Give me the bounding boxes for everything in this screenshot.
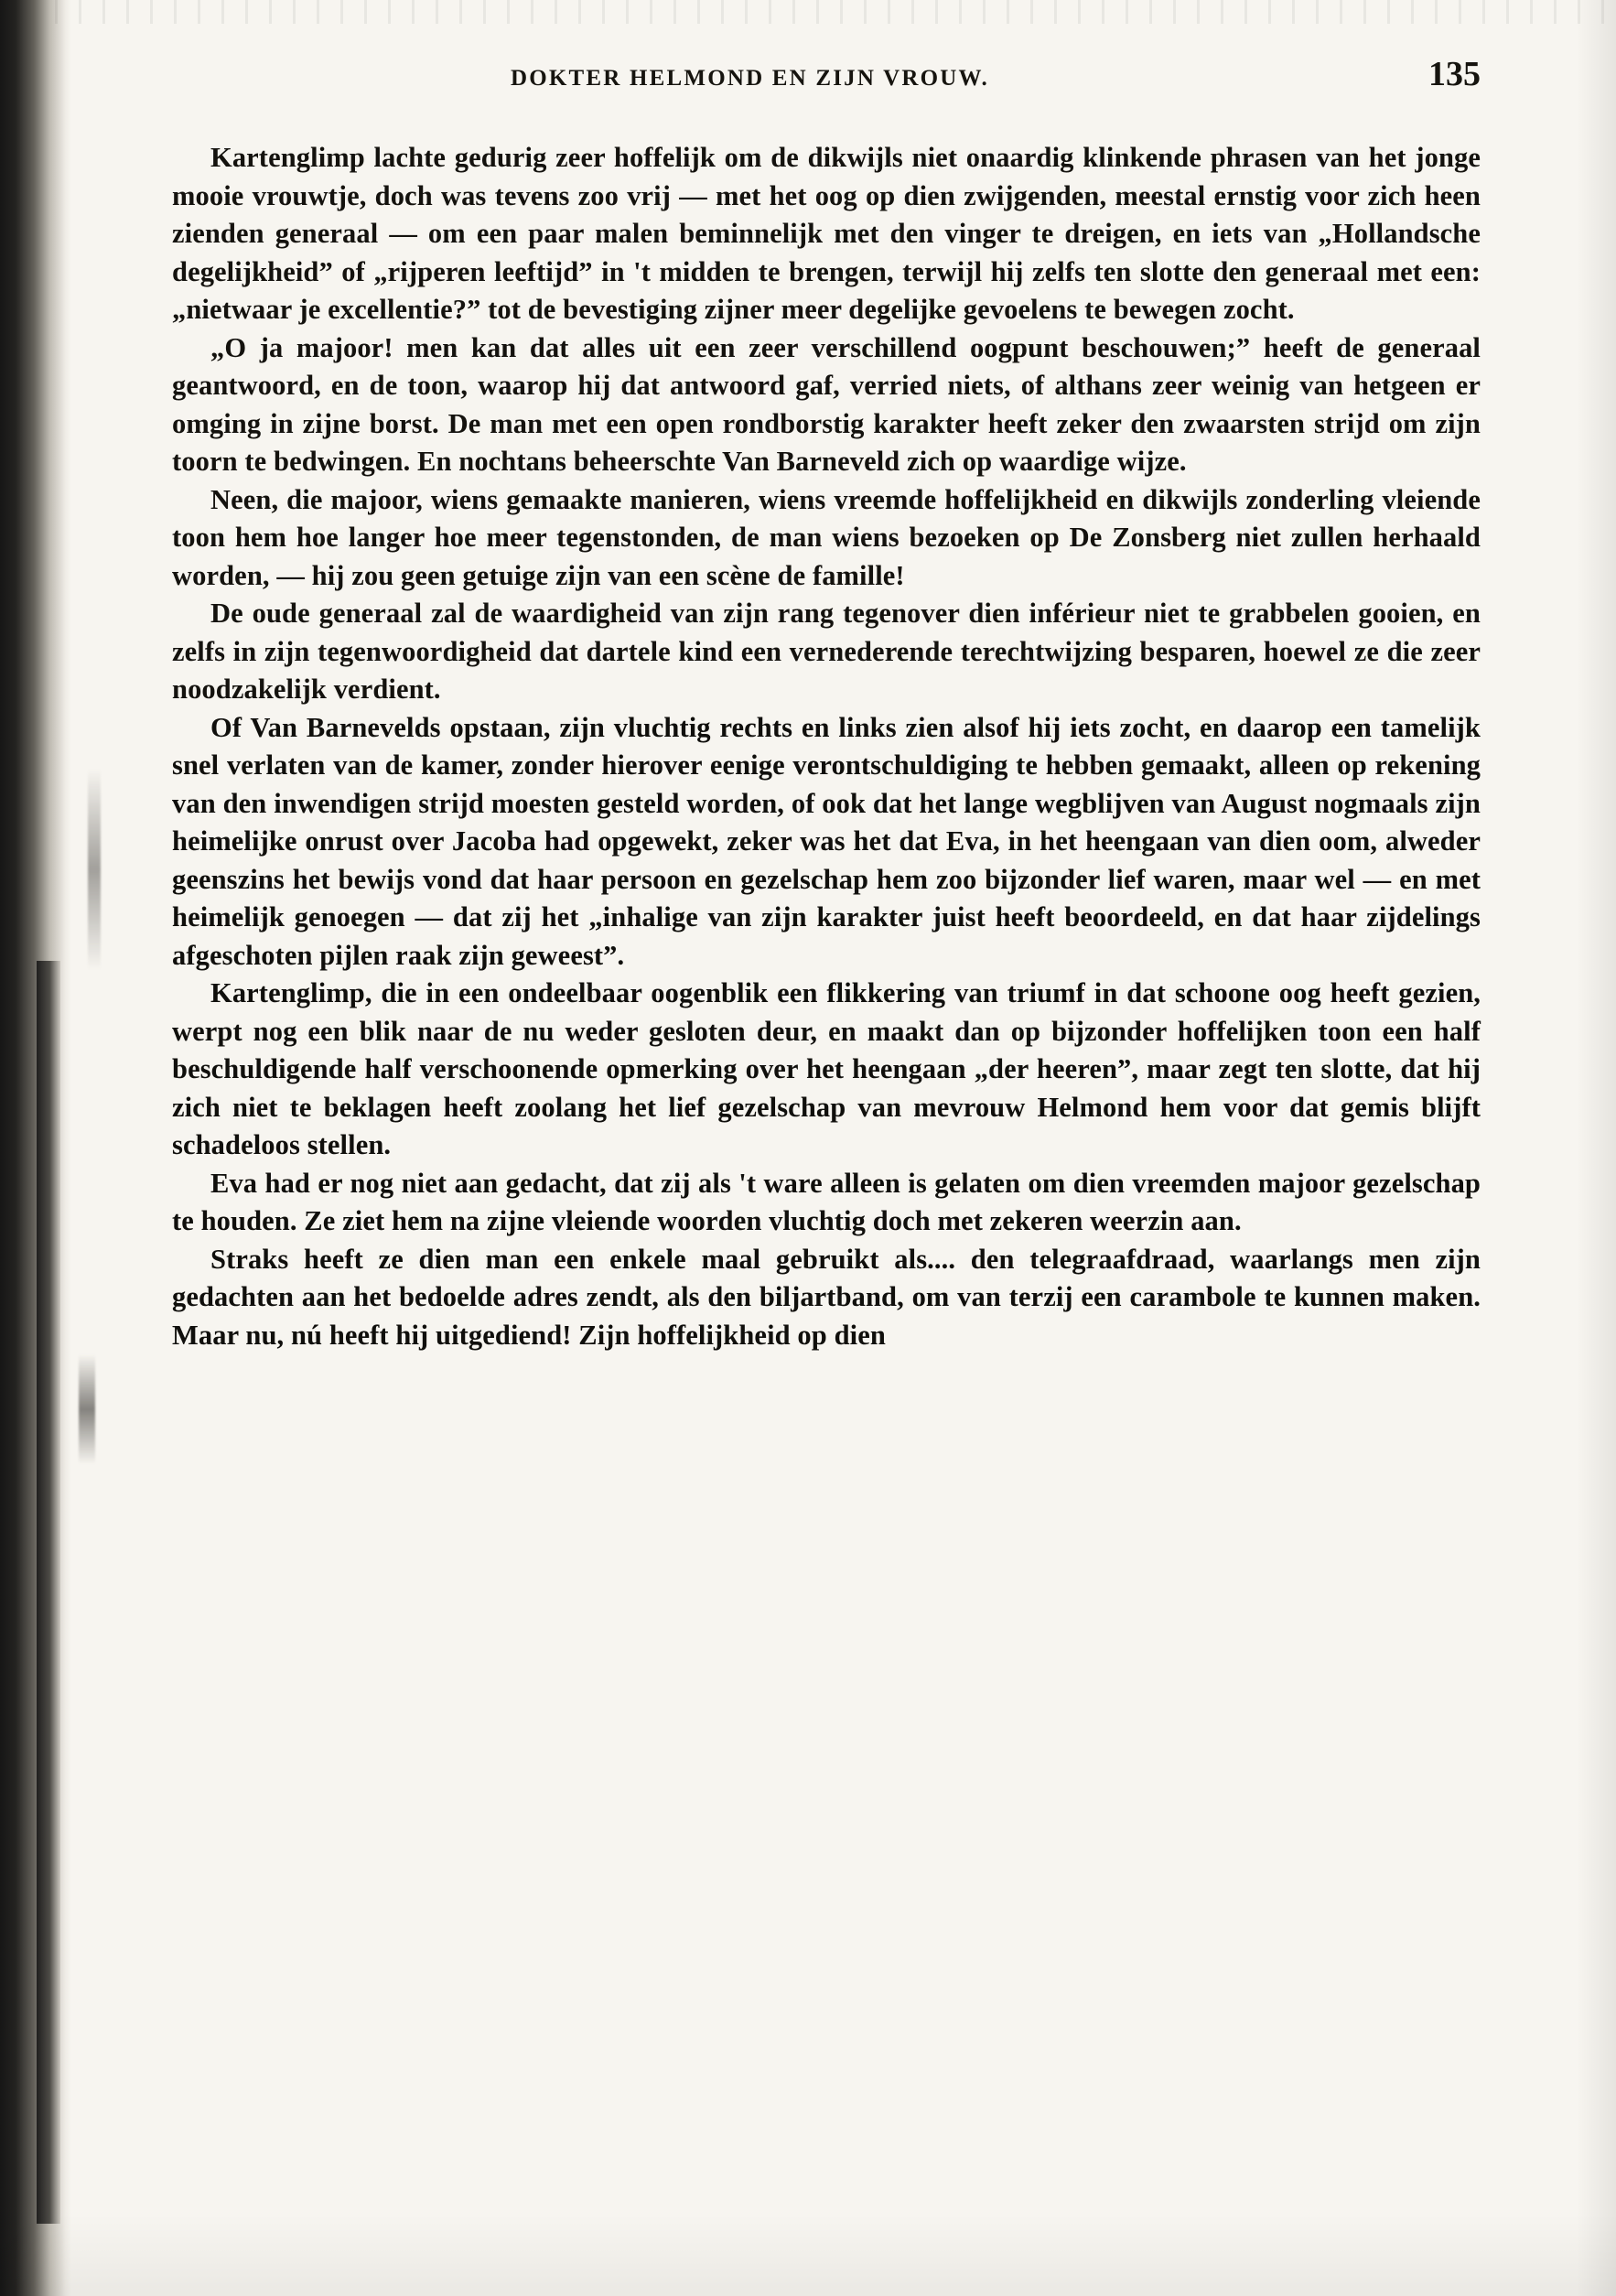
paragraph: De oude generaal zal de waardigheid van zijn rang tegenover dien inférieur niet te grabbelen gooien, en zelfs in zijn tegenwoordigheid dat dartele kind een vernederende terechtwijzing besparen, hoewel ze die zeer noodzakelijk verdient. xyxy=(172,598,1481,705)
scan-artifact-bottom xyxy=(0,2214,1616,2296)
paragraph: Kartenglimp lachte gedurig zeer hoffelijk om de dikwijls niet onaardig klinkende phrasen van het jonge mooie vrouwtje, doch was tevens zoo vrij — met het oog op dien zwijgenden, meestal ernstig voor zich heen zienden generaal — om een paar malen beminnelijk met den vinger te dreigen, en iets van „Hollandsche degelijkheid” of „rijperen leeftijd” in 't midden te brengen, terwijl hij zelfs ten slotte den generaal met een: „nietwaar je excellentie?” tot de bevestiging zijner meer degelijke gevoelens te bewegen zocht. xyxy=(172,142,1481,325)
page-title: DOKTER HELMOND EN ZIJN VROUW. xyxy=(511,66,989,91)
body-text xyxy=(172,139,1481,1354)
paragraph: Straks heeft ze dien man een enkele maal gebruikt als.... den telegraafdraad, waarlangs men zijn gedachten aan het bedoelde adres zendt, als den biljartband, om van terzij een carambole te kunnen maken. Maar nu, nú heeft hij uitgediend! Zijn hoffelijkheid op dien xyxy=(172,1243,1481,1351)
running-head xyxy=(172,57,1481,92)
scan-artifact xyxy=(88,769,101,970)
scan-gutter-shadow xyxy=(0,0,71,2296)
scan-artifact-right xyxy=(1576,0,1616,2296)
paragraph: Of Van Barnevelds opstaan, zijn vluchtig rechts en links zien alsof hij iets zocht, en daarop een tamelijk snel verlaten van de kamer, zonder hierover eenige verontschuldiging te hebben gemaakt, alleen op rekening van den inwendigen strijd moesten gesteld worden, of ook dat het lange wegblijven van August nogmaals zijn heimelijke onrust over Jacoba had opgewekt, zeker was het dat Eva, in het heengaan van dien oom, alweder geenszins het bewijs vond dat haar persoon en gezelschap hem zoo bijzonder lief waren, maar wel — en met heimelijk genoegen — dat zij het „inhalige van zijn karakter juist heeft beoordeeld, en dat haar zijdelings afgeschoten pijlen raak zijn geweest”. xyxy=(172,711,1481,971)
paragraph: Kartenglimp, die in een ondeelbaar oogenblik een flikkering van triumf in dat schoone oog heeft gezien, werpt nog een blik naar de nu weder gesloten deur, en maakt dan op bijzonder hoffelijken toon een half beschuldigende half verschoonende opmerking over het heengaan „der heeren”, maar zegt ten slotte, dat hij zich niet te beklagen heeft zoolang het lief gezelschap van mevrouw Helmond hem voor dat gemis blijft schadeloos stellen. xyxy=(172,977,1481,1160)
scan-artifact-top xyxy=(55,0,1611,24)
scan-gutter-shadow-inner xyxy=(37,961,60,2224)
page-content xyxy=(172,57,1481,1354)
paragraph: Eva had er nog niet aan gedacht, dat zij als 't ware alleen is gelaten om dien vreemden majoor gezelschap te houden. Ze ziet hem na zijne vleiende woorden vluchtig doch met zekeren weerzin aan. xyxy=(172,1167,1481,1236)
page-number: 135 xyxy=(1428,55,1481,93)
paragraph: „O ja majoor! men kan dat alles uit een zeer verschillend oogpunt beschouwen;” heeft de generaal geantwoord, en de toon, waarop hij dat antwoord gaf, verried niets, of althans zeer weinig van hetgeen er omging in zijne borst. De man met een open rondborstig karakter heeft zeker den zwaarsten strijd om zijn toorn te bedwingen. En nochtans beheerschte Van Barneveld zich op waardige wijze. xyxy=(172,331,1481,477)
paragraph: Neen, die majoor, wiens gemaakte manieren, wiens vreemde hoffelijkheid en dikwijls zonderling vleiende toon hem hoe langer hoe meer tegenstonden, de man wiens bezoeken op De Zonsberg niet zullen herhaald worden, — hij zou geen getuige zijn van een scène de famille! xyxy=(172,483,1481,591)
scan-artifact xyxy=(79,1354,95,1464)
